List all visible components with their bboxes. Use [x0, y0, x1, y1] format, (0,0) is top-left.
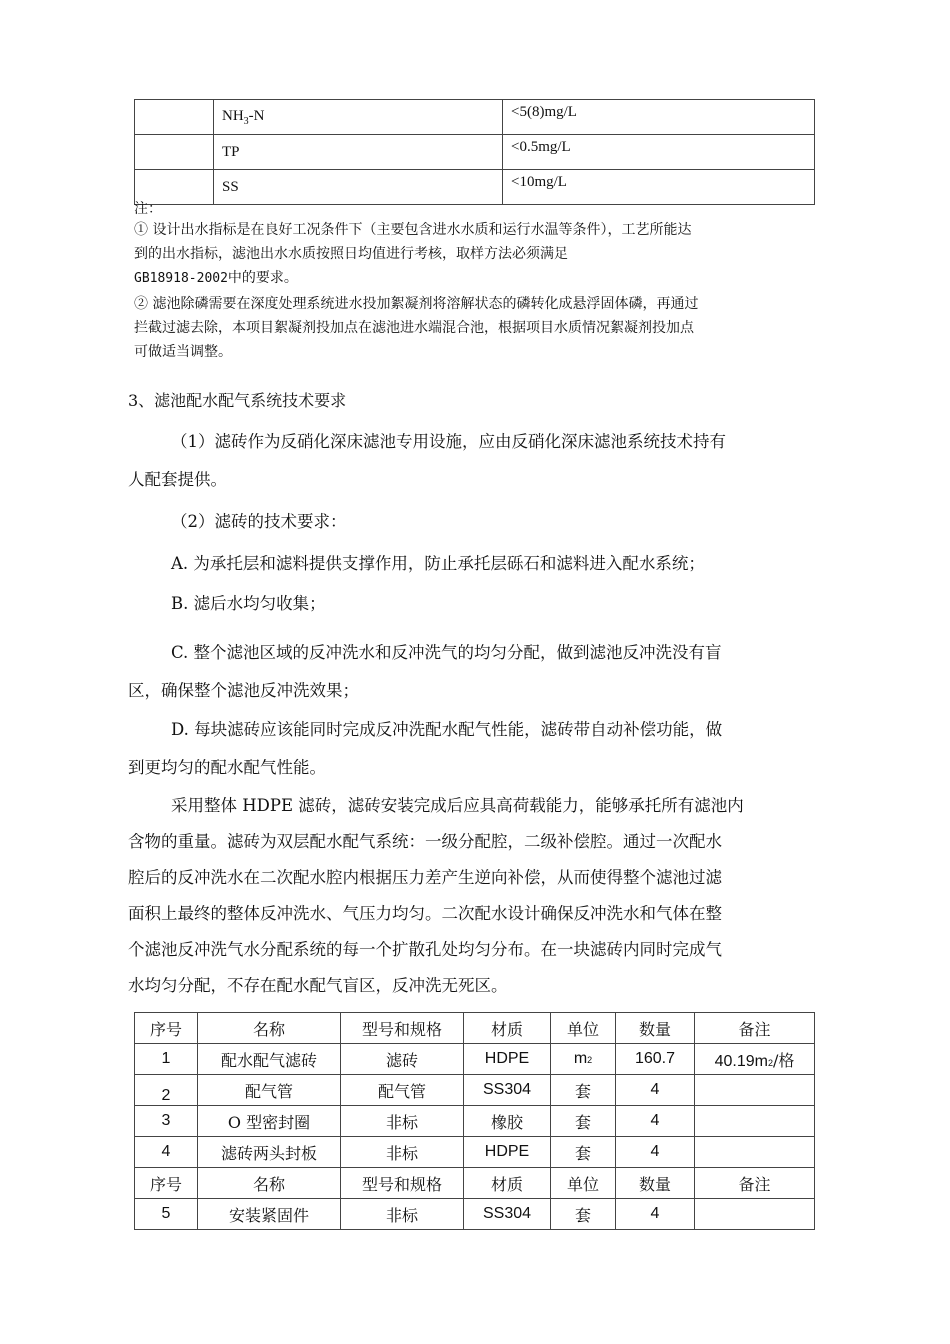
- header-cell: 材质: [464, 1013, 551, 1044]
- cell-unit: 套: [551, 1199, 616, 1230]
- paragraph-2: （2）滤砖的技术要求：: [171, 512, 347, 531]
- paragraph-3: 腔后的反冲洗水在二次配水腔内根据压力差产生逆向补偿，从而使得整个滤池过滤: [128, 868, 722, 887]
- cell-name: 安装紧固件: [198, 1199, 341, 1230]
- item-b: B. 滤后水均匀收集；: [171, 594, 326, 613]
- paragraph-3: 水均匀分配，不存在配水配气盲区，反冲洗无死区。: [128, 976, 508, 995]
- item-c: 区，确保整个滤池反冲洗效果；: [128, 681, 359, 700]
- paragraph-3: 含物的重量。滤砖为双层配水配气系统：一级分配腔，二级补偿腔。通过一次配水: [128, 832, 722, 851]
- header-cell: 型号和规格: [341, 1168, 464, 1199]
- param-cell: TP: [214, 135, 503, 170]
- cell-no: 2: [135, 1075, 198, 1106]
- cell-remark: [695, 1106, 815, 1137]
- cell-material: HDPE: [464, 1044, 551, 1075]
- header-cell: 备注: [695, 1168, 815, 1199]
- cell-unit: 套: [551, 1106, 616, 1137]
- header-cell: 名称: [198, 1168, 341, 1199]
- cell-unit: 套: [551, 1137, 616, 1168]
- header-cell: 型号和规格: [341, 1013, 464, 1044]
- header-cell: 序号: [135, 1013, 198, 1044]
- cell-qty: 4: [616, 1075, 695, 1106]
- paragraph-3: 个滤池反冲洗气水分配系统的每一个扩散孔处均匀分布。在一块滤砖内同时完成气: [128, 940, 722, 959]
- cell-no: 1: [135, 1044, 198, 1075]
- notes-label: 注：: [134, 201, 162, 217]
- table-header-row: [135, 1013, 815, 1044]
- note-1-line: 到的出水指标，滤池出水水质按照日均值进行考核，取样方法必须满足: [134, 246, 568, 262]
- item-d: D. 每块滤砖应该能同时完成反冲洗配水配气性能，滤砖带自动补偿功能，做: [171, 720, 723, 739]
- cell-qty: 4: [616, 1199, 695, 1230]
- cell-spec: 非标: [341, 1106, 464, 1137]
- value-cell: <5(8)mg/L: [503, 100, 815, 135]
- cell-spec: 配气管: [341, 1075, 464, 1106]
- cell-name: O 型密封圈: [198, 1106, 341, 1137]
- param-cell: $NH_3-N$: [214, 100, 503, 135]
- table-row: [135, 1137, 815, 1168]
- section-heading: 3、滤池配水配气系统技术要求: [128, 391, 347, 410]
- note-1-line: ① 设计出水指标是在良好工况条件下（主要包含进水水质和运行水温等条件），工艺所能达: [134, 222, 692, 238]
- cell-remark: [695, 1137, 815, 1168]
- cell-material: 橡胶: [464, 1106, 551, 1137]
- cell-no: 4: [135, 1137, 198, 1168]
- value-cell: <0.5mg/L: [503, 135, 815, 170]
- header-cell: 名称: [198, 1013, 341, 1044]
- cell-unit: 套: [551, 1075, 616, 1106]
- cell-no: 5: [135, 1199, 198, 1230]
- paragraph-3: 面积上最终的整体反冲洗水、气压力均匀。二次配水设计确保反冲洗水和气体在整: [128, 904, 722, 923]
- cell-qty: 160.7: [616, 1044, 695, 1075]
- header-cell: 备注: [695, 1013, 815, 1044]
- header-cell: 材质: [464, 1168, 551, 1199]
- table-cell: [135, 100, 214, 135]
- cell-remark: [695, 1075, 815, 1106]
- table-row: [135, 170, 815, 205]
- value-cell: <10mg/L: [503, 170, 815, 205]
- cell-name: 配水配气滤砖: [198, 1044, 341, 1075]
- header-cell: 数量: [616, 1168, 695, 1199]
- materials-table: [134, 1012, 815, 1230]
- paragraph-1: 人配套提供。: [128, 470, 227, 489]
- cell-qty: 4: [616, 1106, 695, 1137]
- cell-spec: 非标: [341, 1137, 464, 1168]
- table-row: [135, 1106, 815, 1137]
- header-cell: 序号: [135, 1168, 198, 1199]
- note-2-line: 可做适当调整。: [134, 344, 232, 360]
- table-row: [135, 135, 815, 170]
- table-row: [135, 1199, 815, 1230]
- paragraph-1: （1）滤砖作为反硝化深床滤池专用设施，应由反硝化深床滤池系统技术持有: [171, 432, 726, 451]
- cell-remark: [695, 1199, 815, 1230]
- cell-name: 滤砖两头封板: [198, 1137, 341, 1168]
- table-row: [135, 1044, 815, 1075]
- cell-spec: 滤砖: [341, 1044, 464, 1075]
- table-header-row: [135, 1168, 815, 1199]
- cell-qty: 4: [616, 1137, 695, 1168]
- cell-name: 配气管: [198, 1075, 341, 1106]
- cell-remark: 40.19m2/格: [695, 1044, 815, 1075]
- cell-spec: 非标: [341, 1199, 464, 1230]
- table-row: [135, 1075, 815, 1106]
- cell-no: 3: [135, 1106, 198, 1137]
- item-c: C. 整个滤池区域的反冲洗水和反冲洗气的均匀分配，做到滤池反冲洗没有盲: [171, 643, 722, 662]
- header-cell: 数量: [616, 1013, 695, 1044]
- header-cell: 单位: [551, 1013, 616, 1044]
- note-2-line: 拦截过滤去除，本项目絮凝剂投加点在滤池进水端混合池，根据项目水质情况絮凝剂投加点: [134, 320, 694, 336]
- note-2-line: ② 滤池除磷需要在深度处理系统进水投加絮凝剂将溶解状态的磷转化成悬浮固体磷，再通过: [134, 296, 699, 312]
- cell-material: SS304: [464, 1199, 551, 1230]
- cell-unit: m2: [551, 1044, 616, 1075]
- table-cell: [135, 135, 214, 170]
- paragraph-3: 采用整体 HDPE 滤砖，滤砖安装完成后应具高荷载能力，能够承托所有滤池内: [171, 796, 744, 815]
- table-row: [135, 100, 815, 135]
- cell-material: SS304: [464, 1075, 551, 1106]
- item-a: A. 为承托层和滤料提供支撑作用，防止承托层砾石和滤料进入配水系统；: [171, 554, 705, 573]
- param-cell: SS: [214, 170, 503, 205]
- note-1-line: GB18918-2002中的要求。: [134, 270, 298, 286]
- cell-material: HDPE: [464, 1137, 551, 1168]
- header-cell: 单位: [551, 1168, 616, 1199]
- standard-code: GB18918-2002: [134, 271, 228, 286]
- water-quality-table: [134, 99, 815, 205]
- item-d: 到更均匀的配水配气性能。: [128, 758, 326, 777]
